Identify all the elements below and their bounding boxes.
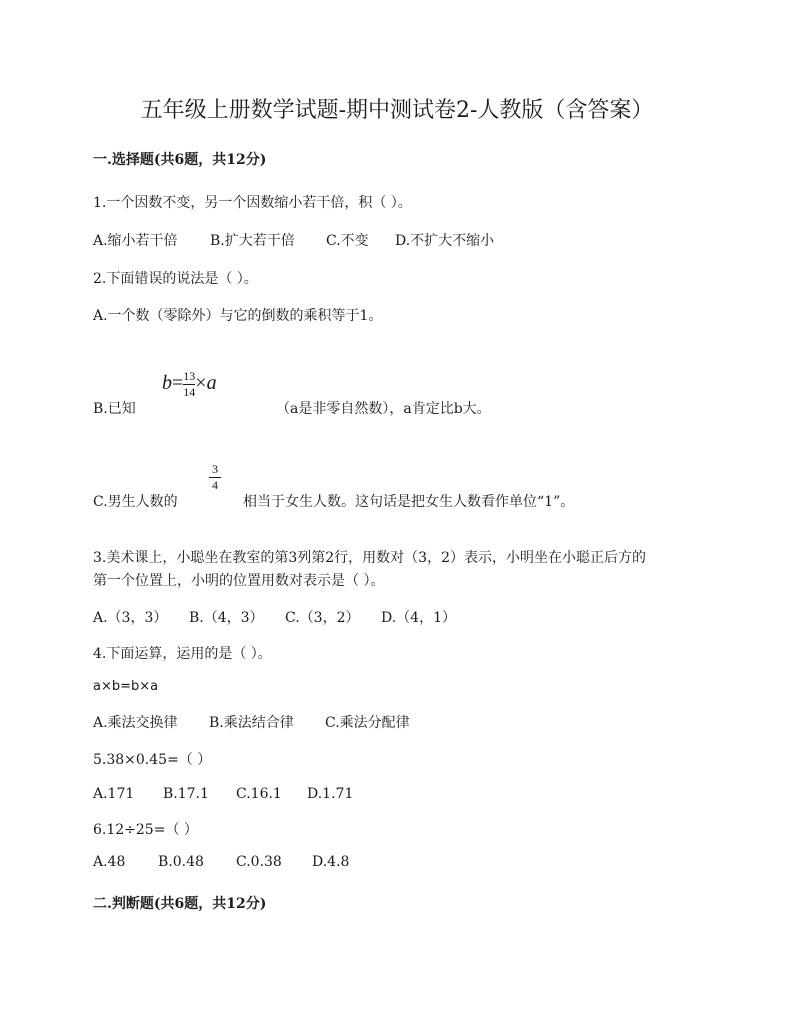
question-2-stem: 2.下面错误的说法是（ ）。 [93,271,258,287]
fraction-denominator: 4 [212,478,218,492]
formula-denominator: 14 [183,385,196,399]
q3-option-a: A.（3，3） [93,610,168,626]
question-3-stem-line1: 3.美术课上，小聪坐在教室的第3列第2行，用数对（3，2）表示，小明坐在小聪正后方的 [93,550,646,566]
question-1-options [93,230,713,250]
question-4-stem: 4.下面运算，运用的是（ ）。 [93,646,272,662]
q4-option-a: A.乘法交换律 [93,715,178,731]
q4-option-c: C.乘法分配律 [325,715,410,731]
q2-option-b-prefix: B.已知 [93,401,136,417]
question-4-expression: a×b=b×a [93,679,159,694]
q2-option-c-prefix: C.男生人数的 [93,494,178,510]
q6-option-c: C.0.38 [236,854,282,870]
q5-option-c: C.16.1 [236,786,282,802]
q1-option-b: B.扩大若干倍 [210,233,295,249]
q3-option-d: D.（4，1） [381,610,456,626]
q5-option-b: B.17.1 [163,786,209,802]
fraction-numerator: 3 [212,462,218,476]
q5-option-a: A.171 [93,786,135,802]
q6-option-b: B.0.48 [158,854,204,870]
question-6-options [93,854,713,874]
q4-option-b: B.乘法结合律 [209,715,294,731]
question-5-options [93,786,713,806]
question-4-options [93,712,713,732]
q1-option-c: C.不变 [326,233,369,249]
q6-option-a: A.48 [93,854,126,870]
section-heading-judgment: 二.判断题(共6题，共12分) [93,896,267,912]
question-6-stem: 6.12÷25=（ ） [93,822,198,838]
q1-option-d: D.不扩大不缩小 [395,233,495,249]
q6-option-d: D.4.8 [312,854,350,870]
q2-option-c-fraction [209,463,221,492]
q3-option-c: C.（3，2） [285,610,360,626]
q2-option-b-formula [162,370,217,399]
q2-option-a: A.一个数（零除外）与它的倒数的乘积等于1。 [93,308,383,324]
formula-rhs: a [206,372,217,395]
q3-option-b: B.（4，3） [189,610,264,626]
q5-option-d: D.1.71 [307,786,354,802]
q1-option-a: A.缩小若干倍 [93,233,178,249]
q2-option-c-suffix: 相当于女生人数。这句话是把女生人数看作单位“1”。 [243,494,575,510]
formula-times: × [195,372,207,395]
formula-equals: = [172,372,184,395]
question-5-stem: 5.38×0.45=（ ） [93,752,212,768]
question-1-stem: 1.一个因数不变，另一个因数缩小若干倍，积（ ）。 [93,195,412,211]
q2-option-b-suffix: （a是非零自然数），a肯定比b大。 [276,401,491,417]
question-3-options [93,607,713,627]
page-title: 五年级上册数学试题-期中测试卷2-人教版（含答案） [140,98,654,123]
question-3-stem-line2: 第一个位置上，小明的位置用数对表示是（ ）。 [93,573,385,589]
formula-lhs: b [162,372,172,395]
section-heading-choice: 一.选择题(共6题，共12分) [93,152,267,168]
formula-numerator: 13 [183,369,196,383]
formula-fraction [183,370,195,399]
